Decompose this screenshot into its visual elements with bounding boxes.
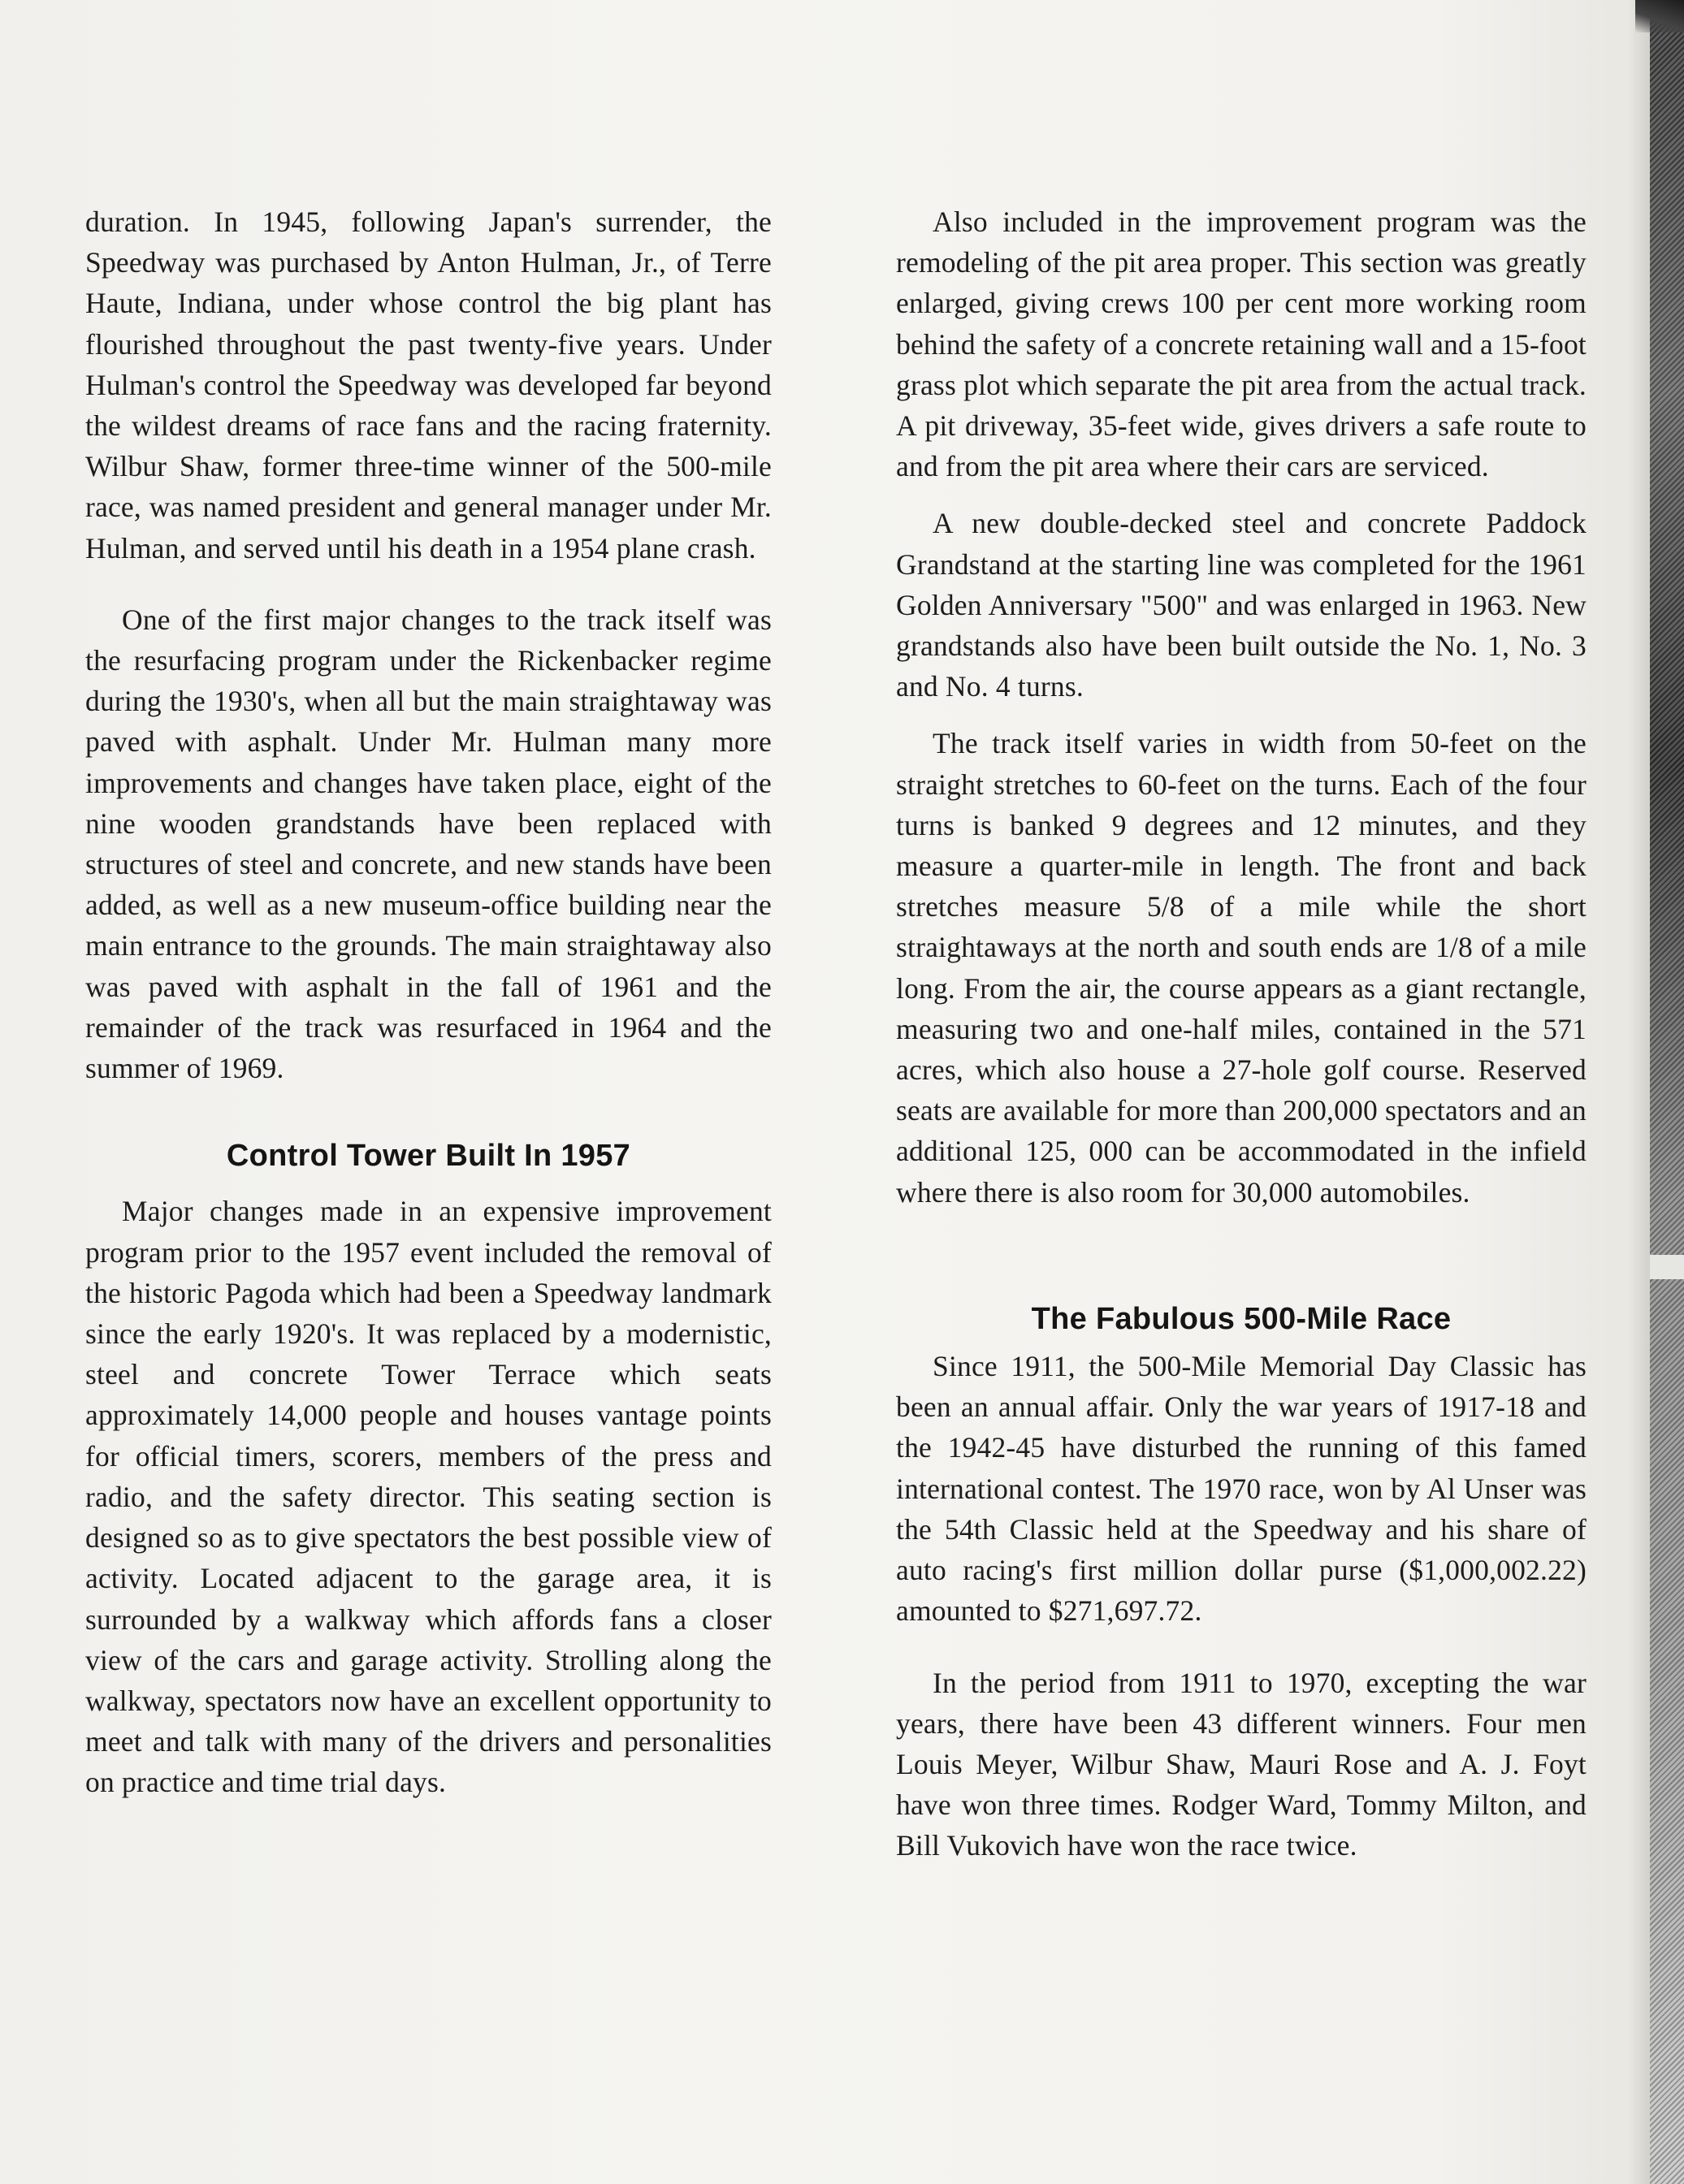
right-column	[896, 201, 1587, 1866]
adjacent-page-photo-edge	[1650, 0, 1684, 2184]
body-paragraph: A new double-decked steel and concrete Paddock Grandstand at the starting line was completed for the 1961 Golden Anniversary "500" and was enlarged in 1963. New grandstands also have been built outside the No. 1, No. 3 and No. 4 turns.	[896, 507, 1587, 703]
body-paragraph: The track itself varies in width from 50-feet on the straight stretches to 60-feet on the turns. Each of the four turns is banked 9 degrees and 12 minutes, and they measure a quarter-mile in length. The front and back stretches measure 5/8 of a mile while the short straightaways at the north and south ends are 1/8 of a mile long. From the air, the course appears as a giant rectangle, measuring two and one-half miles, contained in the 571 acres, which also house a 27-hole golf course. Reserved seats are available for more than 200,000 spectators and an additional 125, 000 can be accommodated in the infield where there is also room for 30,000 automobiles.	[896, 727, 1587, 1209]
body-paragraph: Also included in the improvement program was the remodeling of the pit area proper. This section was greatly enlarged, giving crews 100 per cent more working room behind the safety of a concrete retaining wall and a 15-foot grass plot which separate the pit area from the actual track. A pit driveway, 35-feet wide, gives drivers a safe route to and from the pit area where their cars are serviced.	[896, 205, 1587, 483]
body-paragraph: One of the first major changes to the track itself was the resurfacing program under the Rickenbacker regime during the 1930's, when all but the main straightaway was paved with asphalt. Under Mr. Hulman many more improvements and changes have taken place, eight of the nine wooden grandstands have been replaced with structures of steel and concrete, and new stands have been added, as well as a new museum-office building near the main entrance to the grounds. The main straightaway also was paved with asphalt in the fall of 1961 and the remainder of the track was resurfaced in 1964 and the summer of 1969.	[85, 603, 772, 1085]
page-gutter-shadow	[1627, 0, 1650, 2184]
page-corner-shadow	[1635, 0, 1684, 32]
body-paragraph: Major changes made in an expensive improvement program prior to the 1957 event included the removal of the historic Pagoda which had been a Speedway landmark since the early 1920's. It was replaced by a modernistic, steel and concrete Tower Terrace which seats approximately 14,000 people and houses vantage points for official timers, scorers, members of the press and radio, and the safety director. This seating section is designed so as to give spectators the best possible view of activity. Located adjacent to the garage area, it is surrounded by a walkway which affords fans a closer view of the cars and garage activity. Strolling along the walkway, spectators now have an excellent opportunity to meet and talk with many of the drivers and personalities on practice and time trial days.	[85, 1195, 772, 1799]
section-heading: The Fabulous 500-Mile Race	[1031, 1301, 1452, 1336]
section-heading: Control Tower Built In 1957	[226, 1139, 631, 1174]
left-column	[85, 201, 772, 1803]
body-paragraph: In the period from 1911 to 1970, excepting the war years, there have been 43 different winners. Four men Louis Meyer, Wilbur Shaw, Mauri Rose and A. J. Foyt have won three times. Rodger Ward, Tommy Milton, and Bill Vukovich have won the race twice.	[896, 1666, 1587, 1862]
body-paragraph: Since 1911, the 500-Mile Memorial Day Classic has been an annual affair. Only the war years of 1917-18 and the 1942-45 have disturbed the running of this famed international contest. The 1970 race, won by Al Unser was the 54th Classic held at the Speedway and his share of auto racing's first million dollar purse ($1,000,002.22) amounted to $271,697.72.	[896, 1350, 1587, 1628]
body-paragraph: duration. In 1945, following Japan's surrender, the Speedway was purchased by Anton Hulman, Jr., of Terre Haute, Indiana, under whose control the big plant has flourished throughout the past twenty-five years. Under Hulman's control the Speedway was developed far beyond the wildest dreams of race fans and the racing fraternity. Wilbur Shaw, former three-time winner of the 500-mile race, was named president and general manager under Mr. Hulman, and served until his death in a 1954 plane crash.	[85, 205, 772, 564]
